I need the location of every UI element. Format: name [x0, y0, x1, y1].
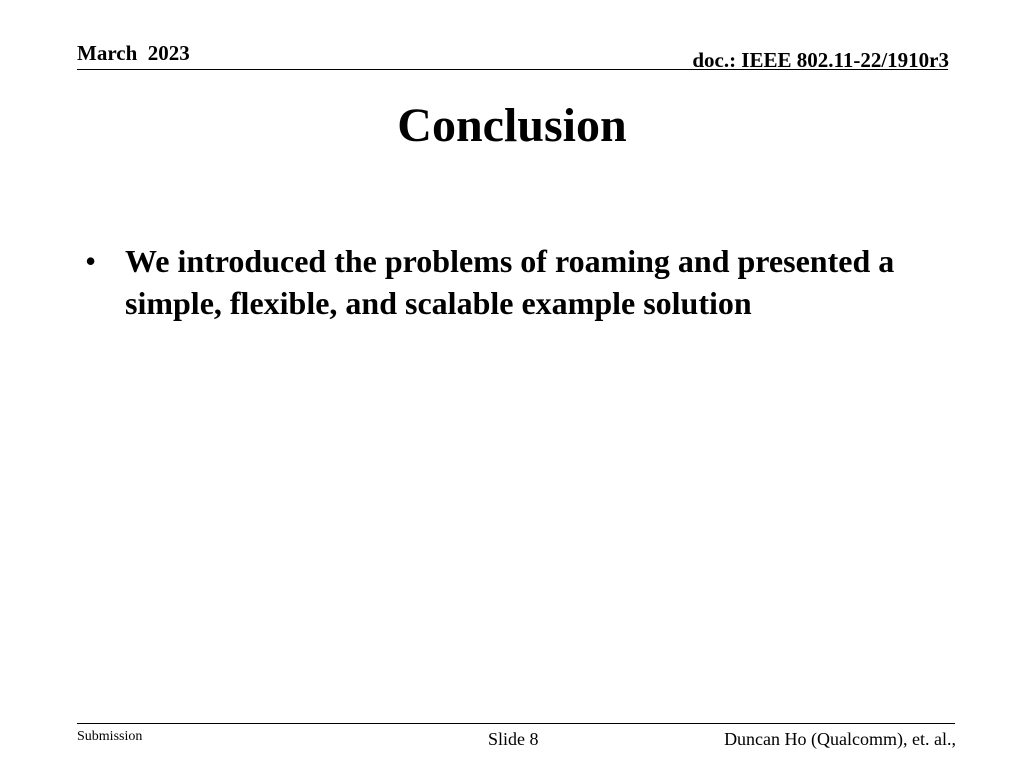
- bullet-icon: •: [85, 243, 97, 279]
- footer-submission: Submission: [77, 729, 143, 744]
- header-date: March 2023: [77, 41, 190, 65]
- footer-divider: [77, 723, 955, 724]
- header-doc-id: doc.: IEEE 802.11-22/1910r3: [692, 48, 949, 72]
- bullet-list: [85, 240, 945, 324]
- bullet-text: We introduced the problems of roaming and presented a simple, flexible, and scalable example solution: [125, 243, 895, 321]
- bullet-item: [85, 240, 945, 324]
- footer-slide-number: Slide 8: [488, 729, 539, 749]
- footer-author: Duncan Ho (Qualcomm), et. al.,: [724, 729, 956, 749]
- header-divider: [77, 69, 948, 70]
- slide-title: Conclusion: [397, 99, 627, 152]
